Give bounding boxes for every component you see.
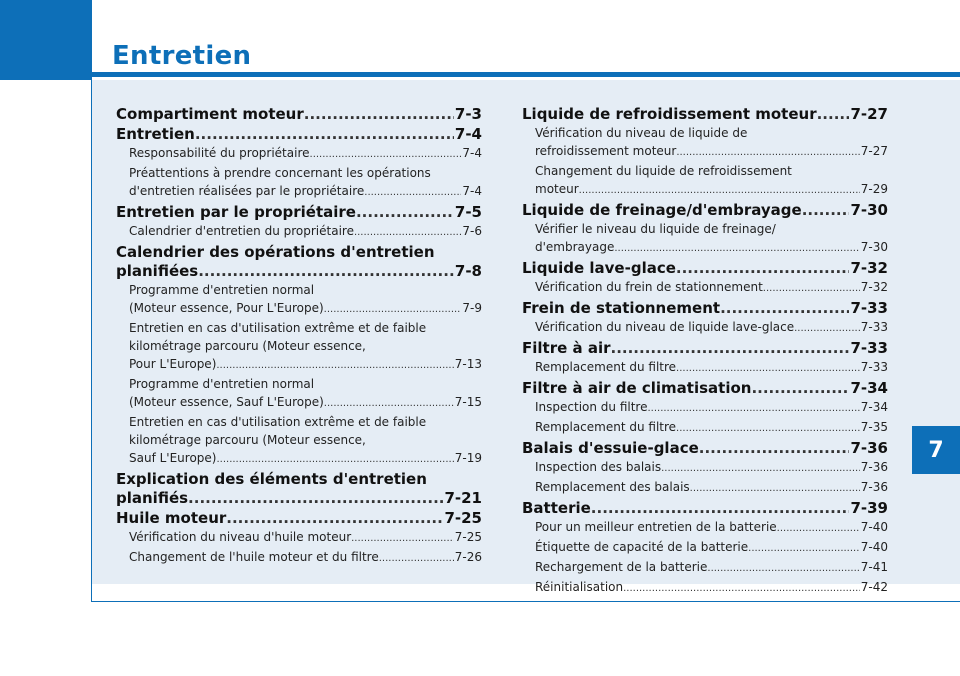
toc-page-number: 7-30 — [860, 240, 888, 254]
dot-leader — [198, 262, 454, 281]
dot-leader — [356, 203, 454, 222]
toc-page-number: 7-8 — [454, 262, 482, 280]
toc-page-number: 7-34 — [860, 400, 888, 414]
toc-entry-row — [535, 318, 888, 338]
toc-entry-row — [116, 125, 482, 144]
toc-entry-label: Entretien — [116, 125, 195, 143]
toc-subsection-entry[interactable] — [522, 162, 888, 200]
toc-entry-label: Inspection du filtre — [535, 400, 648, 414]
dot-leader — [354, 224, 461, 242]
dot-leader — [817, 105, 850, 124]
toc-entry-row — [522, 201, 888, 220]
dot-leader — [226, 509, 443, 528]
toc-entry-row — [129, 144, 482, 164]
dot-leader — [707, 560, 859, 578]
toc-page-number: 7-5 — [454, 203, 482, 221]
toc-subsection-entry[interactable] — [522, 478, 888, 498]
toc-entry-row — [522, 299, 888, 318]
toc-section-entry[interactable] — [116, 470, 482, 508]
toc-entry-row — [129, 222, 482, 242]
toc-entry-label: Entretien par le propriétaire — [116, 203, 356, 221]
toc-page-number: 7-4 — [462, 146, 482, 160]
toc-entry-label: Inspection des balais — [535, 460, 662, 474]
toc-entry-label: refroidissement moteur — [535, 144, 677, 158]
toc-entry-row — [522, 259, 888, 278]
toc-section-entry[interactable] — [522, 259, 888, 278]
toc-page-number: 7-29 — [860, 182, 888, 196]
toc-page-number: 7-36 — [850, 439, 888, 457]
dot-leader — [351, 530, 454, 548]
dot-leader — [763, 280, 860, 298]
dot-leader — [794, 320, 860, 338]
dot-leader — [699, 439, 850, 458]
toc-section-entry[interactable] — [522, 299, 888, 318]
toc-entry-label: Changement de l'huile moteur et du filtre — [129, 550, 379, 564]
toc-entry-label: Balais d'essuie-glace — [522, 439, 699, 457]
toc-subsection-entry[interactable] — [116, 528, 482, 548]
toc-subsection-entry[interactable] — [522, 458, 888, 478]
toc-entry-label: Liquide de refroidissement moteur — [522, 105, 817, 123]
dot-leader — [216, 451, 453, 469]
toc-subsection-entry[interactable] — [522, 220, 888, 258]
dot-leader — [379, 550, 454, 568]
toc-entry-row — [116, 262, 482, 281]
toc-entry-row — [129, 548, 482, 568]
toc-subsection-entry[interactable] — [116, 281, 482, 319]
toc-page-number: 7-32 — [860, 280, 888, 294]
toc-page-number: 7-9 — [462, 301, 482, 315]
toc-section-entry[interactable] — [522, 105, 888, 124]
toc-entry-text-line: Explication des éléments d'entretien — [116, 470, 427, 488]
toc-page-number: 7-33 — [860, 320, 888, 334]
dot-leader — [720, 299, 849, 318]
toc-entry-label: Pour L'Europe) — [129, 357, 217, 371]
toc-entry-label: (Moteur essence, Pour L'Europe) — [129, 301, 324, 315]
toc-entry-row — [522, 439, 888, 458]
toc-entry-row — [535, 518, 888, 538]
toc-section-entry[interactable] — [116, 243, 482, 281]
toc-page-number: 7-36 — [860, 480, 888, 494]
toc-entry-label: d'entretien réalisées par le propriétaire — [129, 184, 365, 198]
toc-entry-text-line: Programme d'entretien normal — [129, 377, 315, 391]
toc-section-entry[interactable] — [522, 439, 888, 458]
toc-entry-label: planifiées — [116, 262, 199, 280]
toc-entry-row — [116, 489, 482, 508]
toc-entry-label: Filtre à air — [522, 339, 611, 357]
toc-entry-label: Vérification du frein de stationnement — [535, 280, 763, 294]
toc-page-number: 7-30 — [850, 201, 888, 219]
toc-subsection-entry[interactable] — [116, 319, 482, 375]
toc-entry-label: Vérification du niveau de liquide lave-glace — [535, 320, 795, 334]
toc-entry-row — [535, 398, 888, 418]
toc-entry-row — [535, 418, 888, 438]
toc-entry-row — [129, 299, 482, 319]
dot-leader — [188, 489, 443, 508]
toc-entry-row — [522, 339, 888, 358]
toc-entry-text-line: Calendrier des opérations d'entretien — [116, 243, 435, 261]
toc-entry-row — [522, 499, 888, 518]
toc-page-number: 7-15 — [454, 395, 482, 409]
toc-entry-text-line: Changement du liquide de refroidissement — [535, 164, 792, 178]
toc-entry-row — [535, 238, 888, 258]
toc-entry-row — [535, 458, 888, 478]
toc-subsection-entry[interactable] — [522, 318, 888, 338]
toc-entry-row — [535, 558, 888, 578]
toc-entry-row — [129, 528, 482, 548]
toc-page-number: 7-19 — [454, 451, 482, 465]
dot-leader — [748, 540, 860, 558]
toc-entry-row — [535, 358, 888, 378]
toc-subsection-entry[interactable] — [522, 418, 888, 438]
toc-page-number: 7-41 — [860, 560, 888, 574]
toc-entry-label: Frein de stationnement — [522, 299, 721, 317]
toc-page-number: 7-27 — [850, 105, 888, 123]
chapter-tab[interactable]: 7 — [912, 426, 960, 474]
toc-entry-label: Remplacement du filtre — [535, 360, 677, 374]
toc-entry-text-line: Programme d'entretien normal — [129, 283, 315, 297]
toc-entry-text-line: Vérifier le niveau du liquide de freinage/ — [535, 222, 776, 236]
toc-right-column — [522, 104, 888, 598]
toc-entry-row — [116, 105, 482, 124]
toc-page-number: 7-25 — [444, 509, 482, 527]
dot-leader — [751, 379, 849, 398]
title-underline — [92, 72, 960, 77]
toc-entry-label: Sauf L'Europe) — [129, 451, 217, 465]
toc-subsection-entry[interactable] — [116, 144, 482, 164]
toc-page-number: 7-27 — [860, 144, 888, 158]
toc-subsection-entry[interactable] — [522, 578, 888, 598]
dot-leader — [216, 357, 453, 375]
toc-page-number: 7-33 — [860, 360, 888, 374]
toc-entry-label: Remplacement des balais — [535, 480, 690, 494]
toc-section-entry[interactable] — [522, 201, 888, 220]
toc-subsection-entry[interactable] — [116, 164, 482, 202]
toc-page-number: 7-35 — [860, 420, 888, 434]
toc-subsection-entry[interactable] — [116, 222, 482, 242]
toc-entry-label: moteur — [535, 182, 579, 196]
dot-leader — [777, 520, 860, 538]
dot-leader — [324, 395, 454, 413]
toc-page-number: 7-26 — [454, 550, 482, 564]
toc-subsection-entry[interactable] — [116, 548, 482, 568]
toc-entry-label: Rechargement de la batterie — [535, 560, 708, 574]
toc-entry-text-line: Entretien en cas d'utilisation extrême et de faible — [129, 321, 427, 335]
toc-entry-row — [535, 278, 888, 298]
toc-entry-text-line: Vérification du niveau de liquide de — [535, 126, 748, 140]
dot-leader — [647, 400, 859, 418]
toc-entry-row — [129, 182, 482, 202]
toc-entry-row — [129, 393, 482, 413]
toc-section-entry[interactable] — [116, 203, 482, 222]
toc-page-number: 7-25 — [454, 530, 482, 544]
toc-page-number: 7-42 — [860, 580, 888, 594]
dot-leader — [304, 105, 454, 124]
toc-page-number: 7-13 — [454, 357, 482, 371]
toc-section-entry[interactable] — [116, 105, 482, 124]
toc-entry-label: d'embrayage — [535, 240, 615, 254]
toc-entry-label: Étiquette de capacité de la batterie — [535, 540, 749, 554]
toc-subsection-entry[interactable] — [522, 538, 888, 558]
dot-leader — [676, 420, 860, 438]
dot-leader — [676, 259, 850, 278]
toc-entry-row — [535, 478, 888, 498]
toc-entry-text-line: Entretien en cas d'utilisation extrême et de faible — [129, 415, 427, 429]
toc-entry-label: Pour un meilleur entretien de la batterie — [535, 520, 777, 534]
toc-page-number: 7-3 — [454, 105, 482, 123]
toc-entry-row — [535, 578, 888, 598]
dot-leader — [676, 360, 860, 378]
dot-leader — [579, 182, 860, 200]
toc-subsection-entry[interactable] — [522, 398, 888, 418]
dot-leader — [623, 580, 860, 598]
toc-page-number: 7-34 — [850, 379, 888, 397]
toc-entry-row — [522, 379, 888, 398]
toc-entry-label: (Moteur essence, Sauf L'Europe) — [129, 395, 324, 409]
toc-entry-row — [522, 105, 888, 124]
dot-leader — [310, 146, 462, 164]
toc-entry-row — [129, 449, 482, 469]
toc-entry-text-line: Préattentions à prendre concernant les opérations — [129, 166, 431, 180]
dot-leader — [676, 144, 859, 162]
bottom-rule — [92, 601, 960, 602]
toc-section-entry[interactable] — [116, 509, 482, 528]
toc-subsection-entry[interactable] — [522, 558, 888, 578]
toc-entry-label: Réinitialisation — [535, 580, 624, 594]
toc-page-number: 7-32 — [850, 259, 888, 277]
page-title: Entretien — [112, 41, 252, 71]
toc-subsection-entry[interactable] — [116, 375, 482, 413]
toc-page-number: 7-4 — [454, 125, 482, 143]
dot-leader — [802, 201, 850, 220]
toc-page-number: 7-33 — [850, 299, 888, 317]
toc-page-number: 7-6 — [462, 224, 482, 238]
toc-entry-label: planifiés — [116, 489, 189, 507]
toc-page-number: 7-40 — [860, 540, 888, 554]
toc-page-number: 7-36 — [860, 460, 888, 474]
corner-color-block — [0, 0, 92, 80]
toc-left-column — [116, 104, 482, 568]
toc-entry-label: Huile moteur — [116, 509, 227, 527]
toc-entry-label: Liquide de freinage/d'embrayage — [522, 201, 802, 219]
toc-entry-row — [535, 180, 888, 200]
dot-leader — [611, 339, 850, 358]
toc-section-entry[interactable] — [522, 499, 888, 518]
toc-entry-row — [116, 509, 482, 528]
toc-page-number: 7-39 — [850, 499, 888, 517]
toc-section-entry[interactable] — [116, 125, 482, 144]
toc-section-entry[interactable] — [522, 339, 888, 358]
toc-page-number: 7-40 — [860, 520, 888, 534]
dot-leader — [614, 240, 859, 258]
toc-entry-row — [116, 203, 482, 222]
toc-entry-label: Compartiment moteur — [116, 105, 304, 123]
toc-entry-label: Remplacement du filtre — [535, 420, 677, 434]
dot-leader — [591, 499, 850, 518]
toc-entry-text-line: kilométrage parcouru (Moteur essence, — [129, 339, 366, 353]
toc-subsection-entry[interactable] — [522, 358, 888, 378]
toc-subsection-entry[interactable] — [116, 413, 482, 469]
toc-subsection-entry[interactable] — [522, 124, 888, 162]
toc-entry-text-line: kilométrage parcouru (Moteur essence, — [129, 433, 366, 447]
toc-entry-row — [535, 538, 888, 558]
toc-subsection-entry[interactable] — [522, 278, 888, 298]
toc-entry-label: Batterie — [522, 499, 591, 517]
toc-page-number: 7-21 — [444, 489, 482, 507]
toc-entry-label: Calendrier d'entretien du propriétaire — [129, 224, 354, 238]
dot-leader — [364, 184, 461, 202]
toc-entry-row — [129, 355, 482, 375]
toc-entry-label: Liquide lave-glace — [522, 259, 676, 277]
toc-subsection-entry[interactable] — [522, 518, 888, 538]
dot-leader — [324, 301, 462, 319]
toc-page-number: 7-4 — [462, 184, 482, 198]
toc-page-number: 7-33 — [850, 339, 888, 357]
toc-entry-label: Responsabilité du propriétaire — [129, 146, 310, 160]
toc-entry-row — [535, 142, 888, 162]
dot-leader — [690, 480, 860, 498]
dot-leader — [195, 125, 454, 144]
toc-entry-label: Filtre à air de climatisation — [522, 379, 752, 397]
toc-section-entry[interactable] — [522, 379, 888, 398]
toc-entry-label: Vérification du niveau d'huile moteur — [129, 530, 352, 544]
dot-leader — [661, 460, 860, 478]
